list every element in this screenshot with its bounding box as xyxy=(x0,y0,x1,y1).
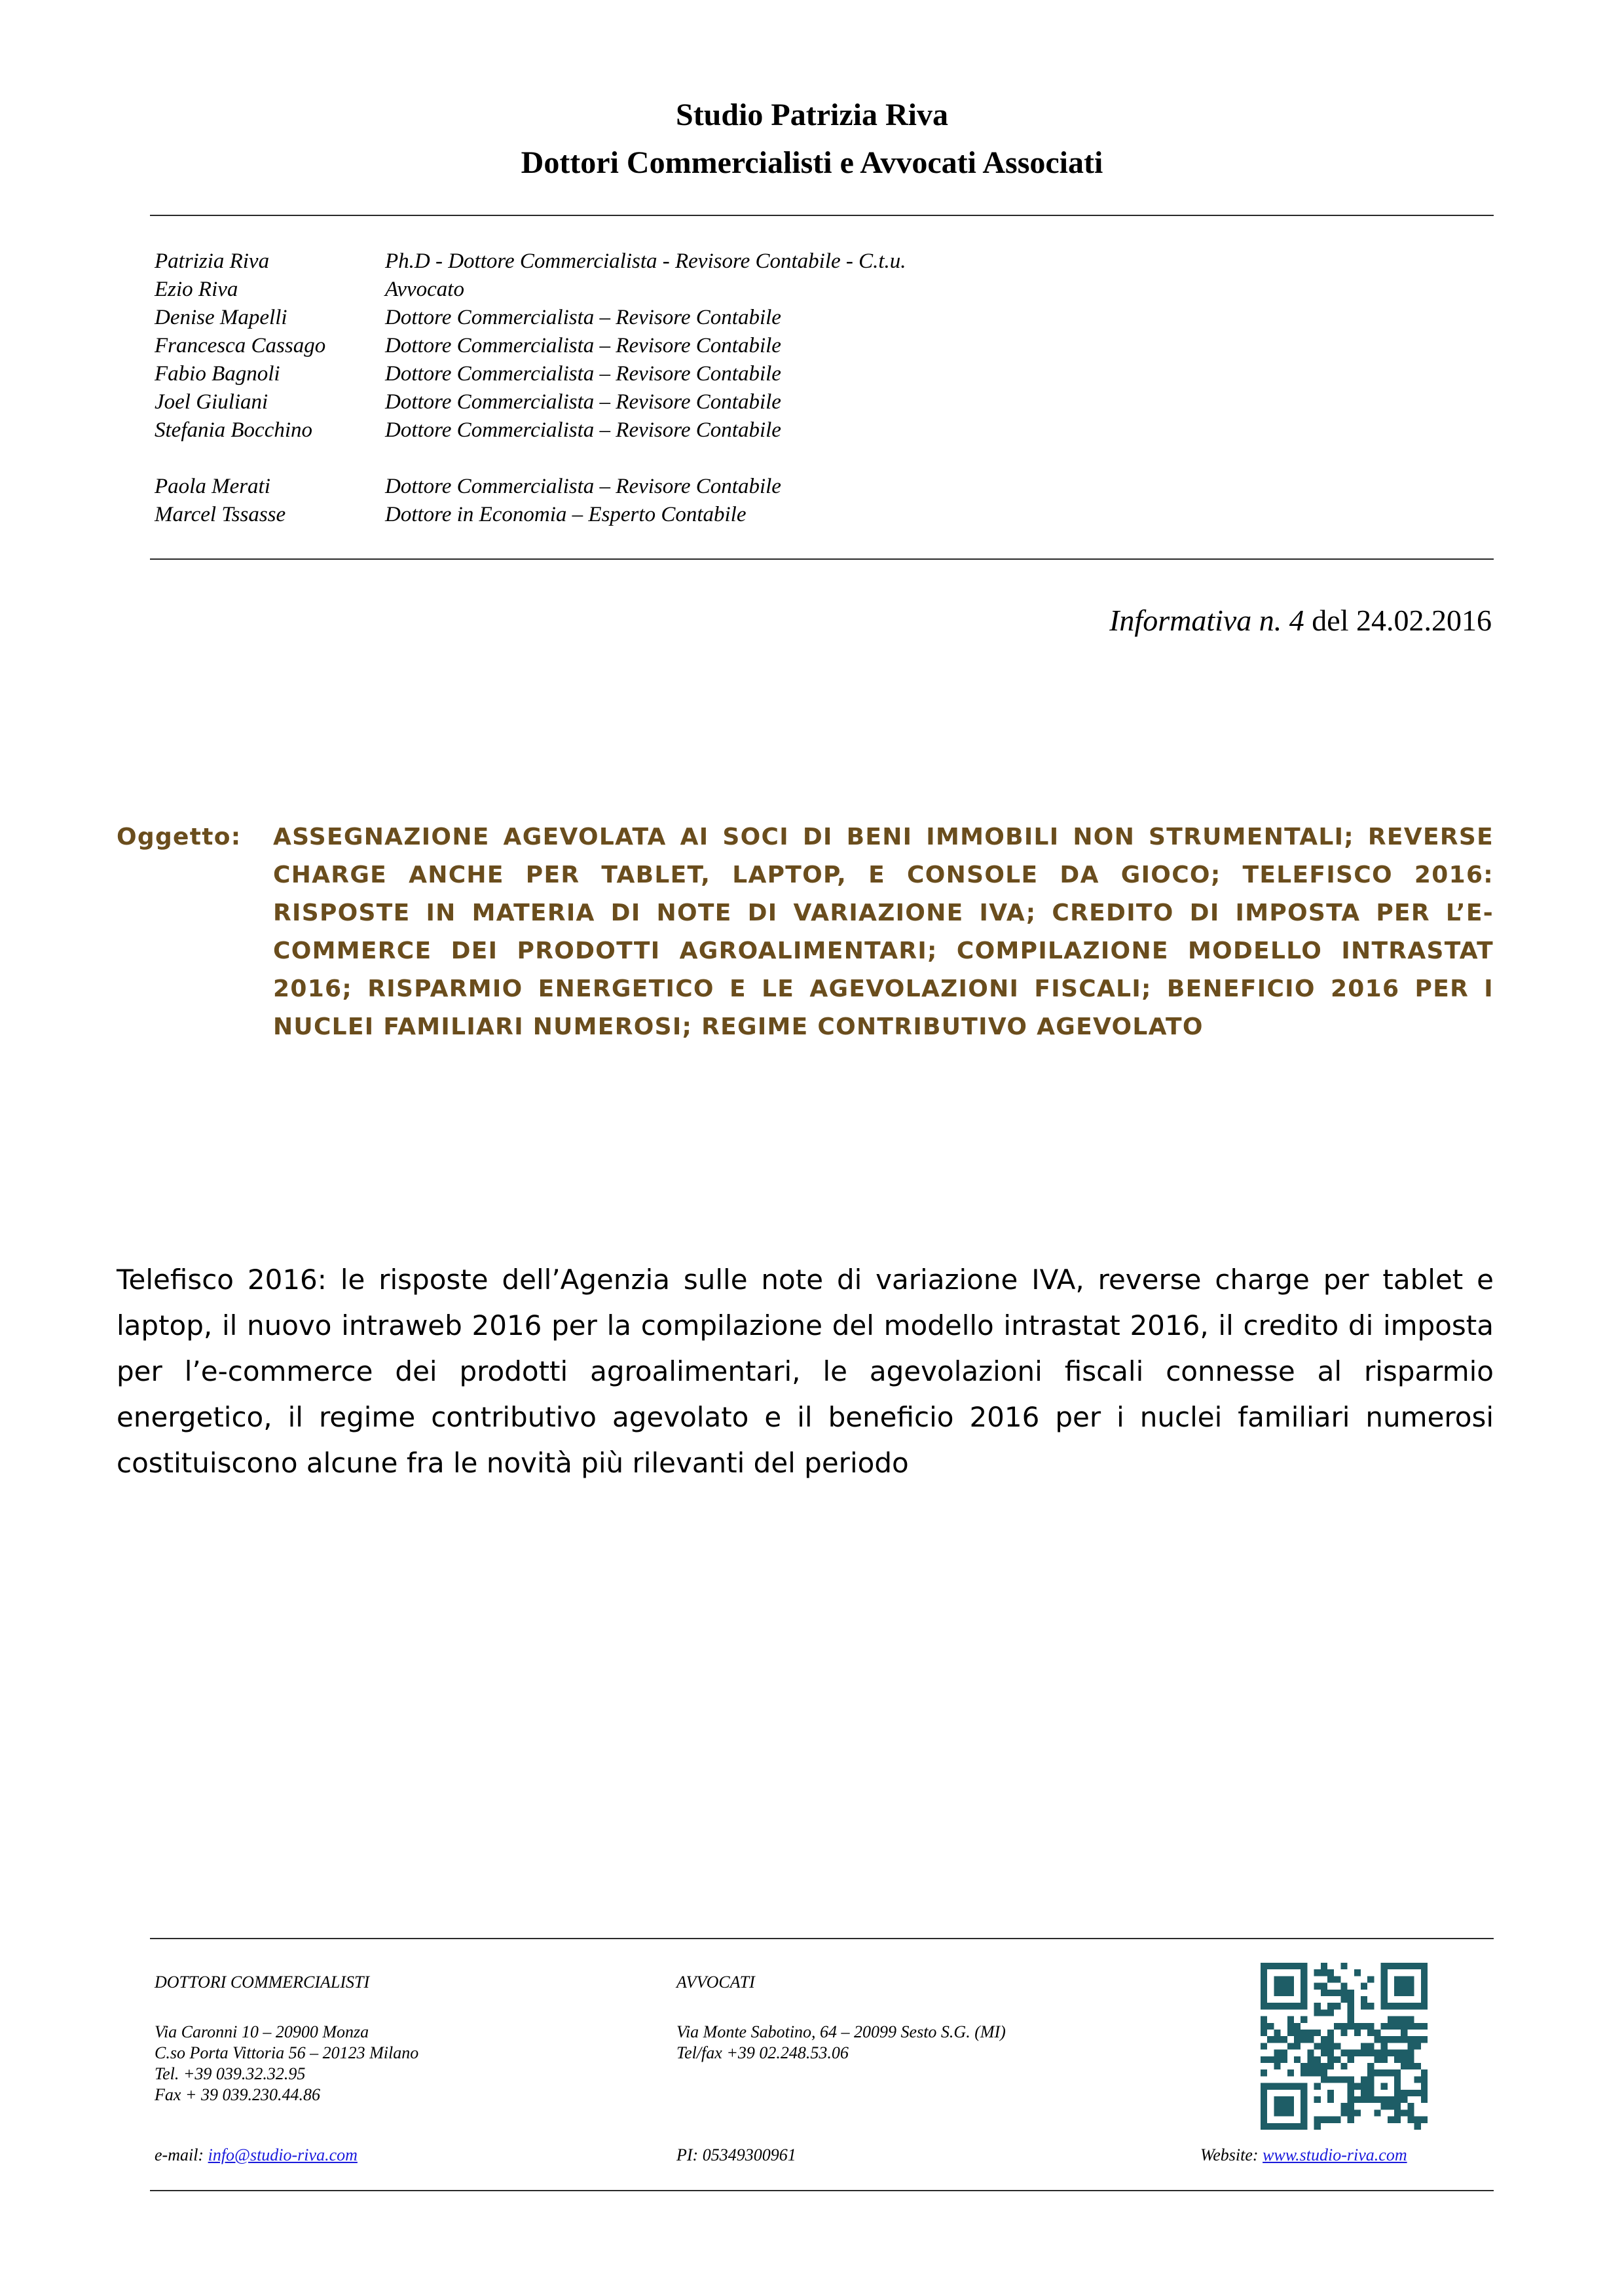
footer-avvocati-heading: AVVOCATI xyxy=(676,1973,755,1992)
staff-role: Dottore Commercialista – Revisore Contabile xyxy=(385,334,781,357)
staff-name: Ezio Riva xyxy=(155,278,238,301)
staff-row xyxy=(155,304,906,332)
studio-name: Studio Patrizia Riva xyxy=(676,98,948,132)
staff-list xyxy=(155,247,906,529)
staff-name: Paola Merati xyxy=(155,475,270,498)
footer-top-rule xyxy=(150,1938,1494,1939)
footer-commercialisti-address-1: Via Caronni 10 – 20900 Monza xyxy=(155,2022,369,2041)
footer-commercialisti-fax: Fax + 39 039.230.44.86 xyxy=(155,2085,320,2104)
staff-role: Dottore Commercialista – Revisore Contabile xyxy=(385,362,781,386)
staff-name: Francesca Cassago xyxy=(155,334,326,357)
studio-subtitle: Dottori Commercialisti e Avvocati Associati xyxy=(521,145,1103,180)
staff-row xyxy=(155,332,906,360)
footer-avvocati-tel: Tel/fax +39 02.248.53.06 xyxy=(676,2043,849,2062)
staff-row xyxy=(155,247,906,276)
informativa-number: Informativa n. 4 xyxy=(1109,604,1304,637)
staff-role: Avvocato xyxy=(385,278,464,301)
staff-role: Dottore Commercialista – Revisore Contabile xyxy=(385,306,781,329)
staff-rule xyxy=(150,558,1494,560)
staff-role: Ph.D - Dottore Commercialista - Revisore Contabile - C.t.u. xyxy=(385,249,906,273)
footer-commercialisti-address-2: C.so Porta Vittoria 56 – 20123 Milano xyxy=(155,2043,419,2062)
staff-role: Dottore Commercialista – Revisore Contabile xyxy=(385,418,781,442)
footer-avvocati-address: Via Monte Sabotino, 64 – 20099 Sesto S.G. (MI) xyxy=(676,2022,1006,2041)
website-link[interactable]: www.studio-riva.com xyxy=(1263,2145,1407,2164)
website-label: Website: xyxy=(1200,2145,1263,2164)
staff-role: Dottore Commercialista – Revisore Contabile xyxy=(385,475,781,498)
footer-pi: PI: 05349300961 xyxy=(676,2145,796,2164)
qr-code-icon xyxy=(1261,1963,1428,2130)
informativa-line xyxy=(1109,606,1492,636)
email-label: e-mail: xyxy=(155,2145,208,2164)
footer-commercialisti-tel: Tel. +39 039.32.32.95 xyxy=(155,2064,306,2083)
staff-name: Patrizia Riva xyxy=(155,249,270,273)
footer-bottom-rule xyxy=(150,2190,1494,2191)
staff-row xyxy=(155,501,906,529)
staff-row xyxy=(155,416,906,445)
staff-role: Dottore in Economia – Esperto Contabile xyxy=(385,503,747,526)
staff-name: Marcel Tssasse xyxy=(155,503,286,526)
staff-row xyxy=(155,473,906,501)
staff-name: Fabio Bagnoli xyxy=(155,362,280,386)
informativa-date: del 24.02.2016 xyxy=(1304,604,1492,637)
staff-name: Denise Mapelli xyxy=(155,306,287,329)
staff-row xyxy=(155,360,906,388)
body-paragraph: Telefisco 2016: le risposte dell’Agenzia sulle note di variazione IVA, reverse charge per tablet e laptop, il nuovo intraweb 2016 per la compilazione del modello intrastat 2016, il credito di imposta per l’e-commerce dei prodotti agroalimentari, le agevolazioni fiscali connesse al risparmio energetico, il regime contributivo agevolato e il beneficio 2016 per i nuclei familiari numerosi costituiscono alcune fra le novità più rilevanti del periodo xyxy=(117,1264,1494,1479)
subject-text: ASSEGNAZIONE AGEVOLATA AI SOCI DI BENI IMMOBILI NON STRUMENTALI; REVERSE CHARGE ANCHE PER TABLET, LAPTOP, E CONSOLE DA GIOCO; TELEFISCO 2016: RISPOSTE IN MATERIA DI NOTE DI VARIAZIONE IVA; CREDITO DI IMPOSTA PER L’E-COMMERCE DEI PRODOTTI AGROALIMENTARI; COMPILAZIONE MODELLO INTRASTAT 2016; RISPARMIO ENERGETICO E LE AGEVOLAZIONI FISCALI; BENEFICIO 2016 PER I NUCLEI FAMILIARI NUMEROSI; REGIME CONTRIBUTIVO AGEVOLATO xyxy=(273,824,1494,1040)
staff-name: Stefania Bocchino xyxy=(155,418,313,442)
staff-row xyxy=(155,388,906,416)
header-rule xyxy=(150,215,1494,216)
email-link[interactable]: info@studio-riva.com xyxy=(208,2145,358,2164)
staff-role: Dottore Commercialista – Revisore Contabile xyxy=(385,390,781,414)
staff-row xyxy=(155,276,906,304)
staff-name: Joel Giuliani xyxy=(155,390,268,414)
footer-website xyxy=(1200,2145,1407,2166)
footer-commercialisti-heading: DOTTORI COMMERCIALISTI xyxy=(155,1973,370,1992)
footer-email xyxy=(155,2145,358,2166)
subject-label: Oggetto: xyxy=(117,824,242,850)
